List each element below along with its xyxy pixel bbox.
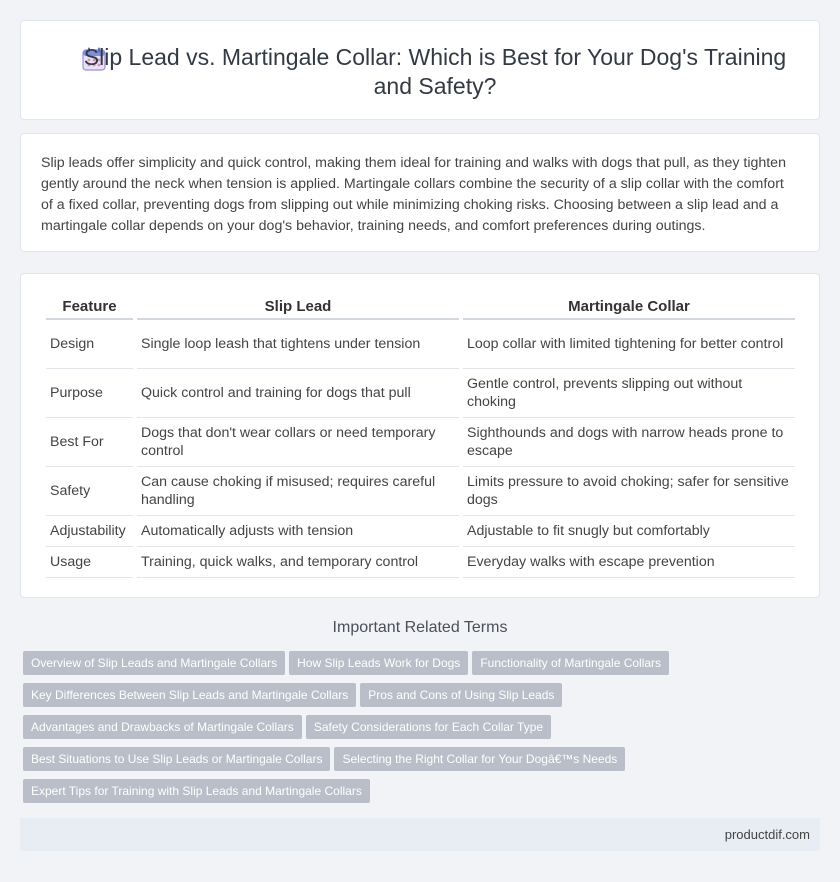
related-tag[interactable]: Best Situations to Use Slip Leads or Martingale Collars bbox=[23, 747, 330, 771]
row-martingale: Everyday walks with escape prevention bbox=[463, 547, 795, 578]
header-feature: Feature bbox=[46, 294, 133, 320]
table-row bbox=[46, 516, 795, 547]
related-tag[interactable]: Expert Tips for Training with Slip Leads and Martingale Collars bbox=[23, 779, 370, 803]
row-slip-lead: Quick control and training for dogs that pull bbox=[137, 369, 459, 418]
related-tag[interactable]: How Slip Leads Work for Dogs bbox=[289, 651, 468, 675]
row-feature: Design bbox=[46, 320, 133, 369]
row-feature: Usage bbox=[46, 547, 133, 578]
related-tag[interactable]: Key Differences Between Slip Leads and Martingale Collars bbox=[23, 683, 356, 707]
comparison-table bbox=[42, 294, 799, 578]
row-feature: Best For bbox=[46, 418, 133, 467]
related-tag[interactable]: Functionality of Martingale Collars bbox=[472, 651, 669, 675]
row-slip-lead: Dogs that don't wear collars or need temporary control bbox=[137, 418, 459, 467]
comparison-table-card bbox=[20, 273, 820, 598]
related-tag[interactable]: Safety Considerations for Each Collar Type bbox=[306, 715, 551, 739]
row-feature: Purpose bbox=[46, 369, 133, 418]
row-feature: Safety bbox=[46, 467, 133, 516]
row-feature: Adjustability bbox=[46, 516, 133, 547]
summary-card bbox=[20, 133, 820, 252]
page-title: Slip Lead vs. Martingale Collar: Which is Best for Your Dog's Training and Safety? bbox=[83, 44, 787, 99]
row-slip-lead: Can cause choking if misused; requires careful handling bbox=[137, 467, 459, 516]
row-slip-lead: Automatically adjusts with tension bbox=[137, 516, 459, 547]
row-martingale: Gentle control, prevents slipping out without choking bbox=[463, 369, 795, 418]
related-tag[interactable]: Pros and Cons of Using Slip Leads bbox=[360, 683, 562, 707]
table-row bbox=[46, 369, 795, 418]
summary-text: Slip leads offer simplicity and quick control, making them ideal for training and walks with dogs that pull, as they tighten gently around the neck when tension is applied. Martingale collars combine the security of a slip collar with the comfort of a fixed collar, preventing dogs from slipping out while minimizing choking risks. Choosing between a slip lead and a martingale collar depends on your dog's behavior, training needs, and comfort preferences during outings. bbox=[41, 155, 786, 234]
header-slip-lead: Slip Lead bbox=[137, 294, 459, 320]
related-terms-title: Important Related Terms bbox=[332, 619, 508, 636]
header-martingale-collar: Martingale Collar bbox=[463, 294, 795, 320]
row-slip-lead: Single loop leash that tightens under tension bbox=[137, 320, 459, 369]
related-tag[interactable]: Selecting the Right Collar for Your Dogâ€™s Needs bbox=[334, 747, 625, 771]
footer-site-link[interactable]: productdif.com bbox=[724, 827, 810, 842]
table-header-row bbox=[46, 294, 795, 320]
row-martingale: Loop collar with limited tightening for better control bbox=[463, 320, 795, 369]
table-row bbox=[46, 547, 795, 578]
table-row bbox=[46, 418, 795, 467]
row-martingale: Sighthounds and dogs with narrow heads prone to escape bbox=[463, 418, 795, 467]
related-terms-tags bbox=[23, 651, 703, 811]
row-martingale: Limits pressure to avoid choking; safer for sensitive dogs bbox=[463, 467, 795, 516]
row-slip-lead: Training, quick walks, and temporary control bbox=[137, 547, 459, 578]
table-row bbox=[46, 320, 795, 369]
footer bbox=[20, 818, 820, 851]
related-tag[interactable]: Advantages and Drawbacks of Martingale Collars bbox=[23, 715, 302, 739]
related-tag[interactable]: Overview of Slip Leads and Martingale Collars bbox=[23, 651, 285, 675]
row-martingale: Adjustable to fit snugly but comfortably bbox=[463, 516, 795, 547]
header-card bbox=[20, 20, 820, 120]
table-row bbox=[46, 467, 795, 516]
